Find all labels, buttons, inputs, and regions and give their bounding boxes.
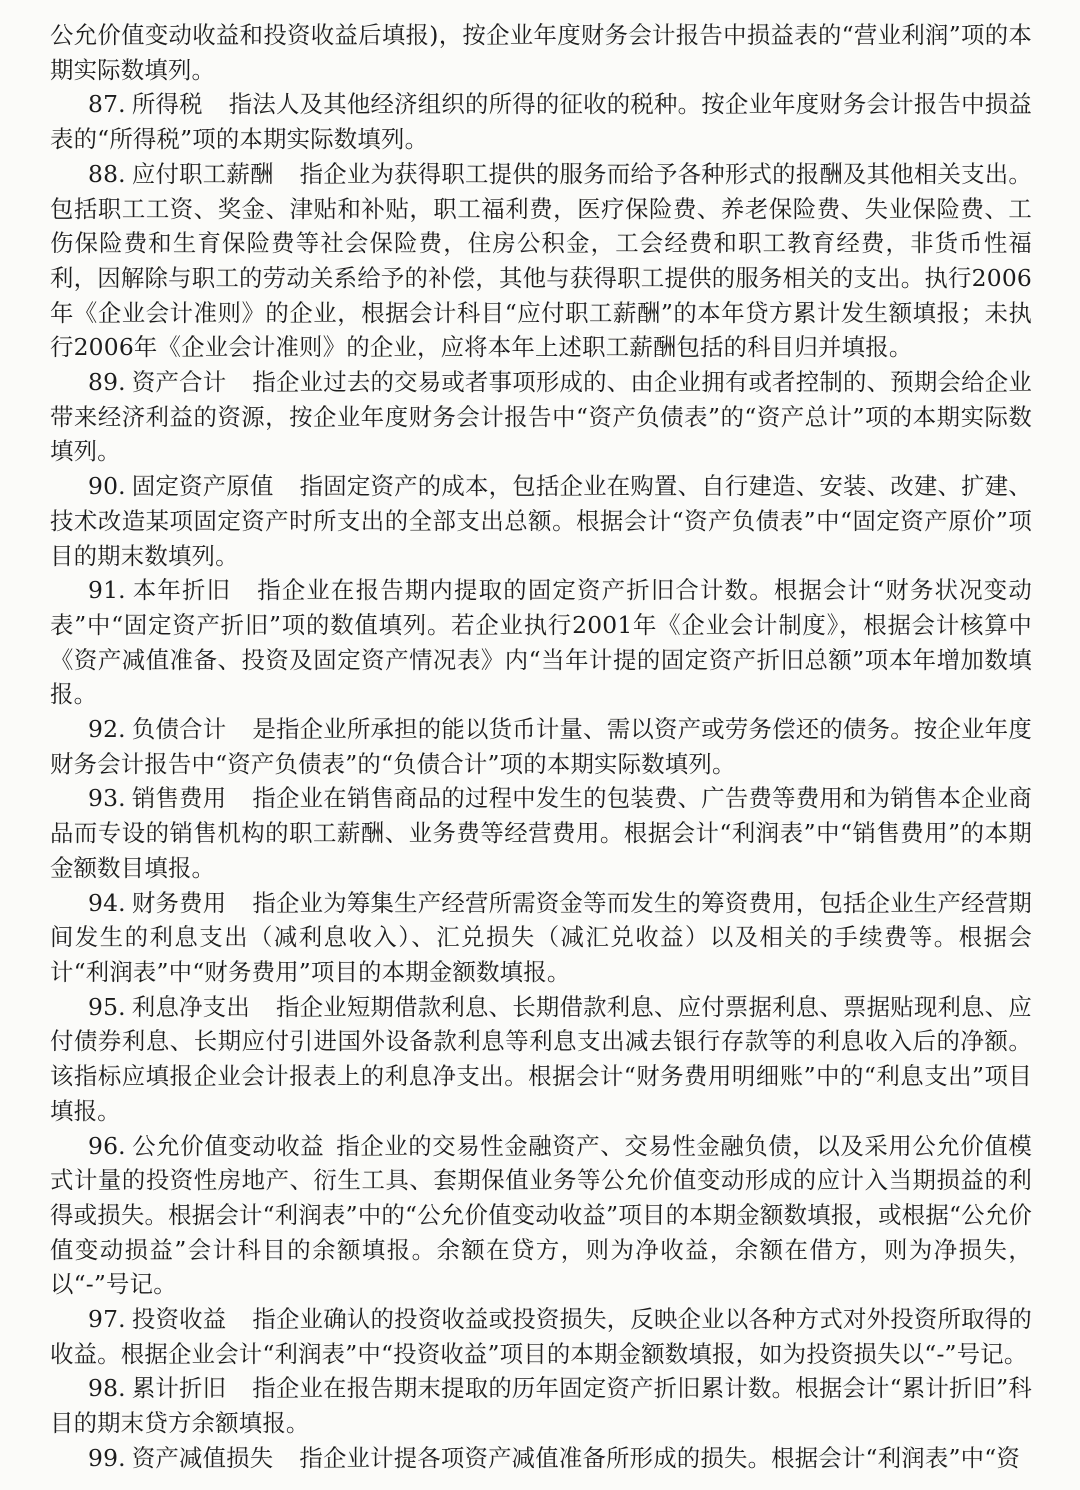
entry-term: 资产合计	[131, 368, 227, 397]
glossary-entry-98	[50, 1371, 1032, 1440]
entry-number: 96.	[88, 1131, 126, 1160]
entry-definition: 指法人及其他经济组织的所得的征收的税种。按企业年度财务会计报告中损益表的“所得税”项的本期实际数填列。	[50, 90, 1032, 154]
glossary-entry-97	[50, 1302, 1032, 1371]
glossary-entry-95	[50, 990, 1032, 1129]
entry-definition: 是指企业所承担的能以货币计量、需以资产或劳务偿还的债务。按企业年度财务会计报告中“资产负债表”的“负债合计”项的本期实际数填列。	[50, 715, 1032, 778]
glossary-entry-90	[50, 469, 1032, 573]
entry-number: 97.	[88, 1305, 126, 1334]
entry-definition: 指企业过去的交易或者事项形成的、由企业拥有或者控制的、预期会给企业带来经济利益的资源，按企业年度财务会计报告中“资产负债表”的“资产总计”项的本期实际数填列。	[50, 368, 1032, 466]
glossary-entry-89	[50, 365, 1032, 469]
glossary-entry-99	[50, 1441, 1032, 1476]
entry-number: 91.	[88, 576, 126, 605]
entry-definition: 指企业计提各项资产减值准备所形成的损失。根据会计“利润表”中“资	[299, 1443, 1020, 1472]
entry-number: 89.	[88, 368, 126, 397]
entry-definition: 指企业在报告期末提取的历年固定资产折旧累计数。根据会计“累计折旧”科目的期末贷方余额填报。	[50, 1374, 1032, 1438]
entry-number: 95.	[88, 992, 126, 1021]
entry-term: 本年折旧	[131, 576, 232, 605]
entry-number: 90.	[88, 472, 126, 501]
entry-term: 销售费用	[131, 784, 227, 813]
entry-number: 98.	[88, 1374, 126, 1403]
entry-number: 92.	[88, 715, 126, 744]
entry-term: 公允价值变动收益	[131, 1131, 325, 1160]
entry-term: 资产减值损失	[131, 1443, 274, 1472]
glossary-entry-94	[50, 886, 1032, 990]
glossary-entry-93	[50, 781, 1032, 885]
glossary-list	[50, 87, 1032, 1475]
glossary-entry-92	[50, 712, 1032, 781]
entry-definition: 指企业在报告期内提取的固定资产折旧合计数。根据会计“财务状况变动表”中“固定资产折旧”项的数值填列。若企业执行2001年《企业会计制度》，根据会计核算中《资产减值准备、投资及固定资产情况表》内“当年计提的固定资产折旧总额”项本年增加数填报。	[50, 576, 1032, 709]
continuation-paragraph: 公允价值变动收益和投资收益后填报)，按企业年度财务会计报告中损益表的“营业利润”项的本期实际数填列。	[50, 21, 1032, 84]
entry-term: 负债合计	[131, 715, 227, 744]
entry-term: 财务费用	[131, 888, 227, 917]
glossary-entry-88	[50, 157, 1032, 365]
glossary-entry-87	[50, 87, 1032, 156]
entry-definition: 指企业的交易性金融资产、交易性金融负债，以及采用公允价值模式计量的投资性房地产、衍生工具、套期保值业务等公允价值变动形成的应计入当期损益的利得或损失。根据会计“利润表”中的“公允价值变动收益”项目的本期金额数填报，或根据“公允价值变动损益”会计科目的余额填报。余额在贷方，则为净收益，余额在借方，则为净损失，以“-”号记。	[50, 1131, 1032, 1299]
entry-term: 投资收益	[131, 1305, 227, 1334]
entry-definition: 指企业确认的投资收益或投资损失，反映企业以各种方式对外投资所取得的收益。根据企业会计“利润表”中“投资收益”项目的本期金额数填报，如为投资损失以“-”号记。	[50, 1305, 1032, 1368]
glossary-entry-96	[50, 1129, 1032, 1303]
entry-term: 应付职工薪酬	[131, 159, 274, 188]
entry-number: 88.	[88, 159, 126, 188]
entry-definition: 指固定资产的成本，包括企业在购置、自行建造、安装、改建、扩建、技术改造某项固定资产时所支出的全部支出总额。根据会计“资产负债表”中“固定资产原价”项目的期末数填列。	[50, 472, 1032, 570]
entry-definition: 指企业短期借款利息、长期借款利息、应付票据利息、票据贴现利息、应付债券利息、长期应付引进国外设备款利息等利息支出减去银行存款等的利息收入后的净额。该指标应填报企业会计报表上的利息净支出。根据会计“财务费用明细账”中的“利息支出”项目填报。	[50, 992, 1032, 1125]
entry-term: 利息净支出	[131, 992, 250, 1021]
entry-term: 所得税	[131, 90, 203, 119]
entry-number: 99.	[88, 1443, 126, 1472]
entry-definition: 指企业为筹集生产经营所需资金等而发生的筹资费用，包括企业生产经营期间发生的利息支出（减利息收入）、汇兑损失（减汇兑收益）以及相关的手续费等。根据会计“利润表”中“财务费用”项目的本期金额数填报。	[50, 888, 1032, 986]
entry-number: 87.	[88, 90, 126, 119]
entry-number: 93.	[88, 784, 126, 813]
entry-term: 固定资产原值	[131, 472, 274, 501]
glossary-entry-91	[50, 573, 1032, 712]
entry-definition: 指企业为获得职工提供的服务而给予各种形式的报酬及其他相关支出。包括职工工资、奖金、津贴和补贴，职工福利费，医疗保险费、养老保险费、失业保险费、工伤保险费和生育保险费等社会保险费，住房公积金，工会经费和职工教育经费，非货币性福利，因解除与职工的劳动关系给予的补偿，其他与获得职工提供的服务相关的支出。执行2006年《企业会计准则》的企业，根据会计科目“应付职工薪酬”的本年贷方累计发生额填报；未执行2006年《企业会计准则》的企业，应将本年上述职工薪酬包括的科目归并填报。	[50, 159, 1032, 362]
entry-definition: 指企业在销售商品的过程中发生的包装费、广告费等费用和为销售本企业商品而专设的销售机构的职工薪酬、业务费等经营费用。根据会计“利润表”中“销售费用”的本期金额数目填报。	[50, 784, 1032, 882]
entry-number: 94.	[88, 888, 126, 917]
entry-term: 累计折旧	[131, 1374, 227, 1403]
